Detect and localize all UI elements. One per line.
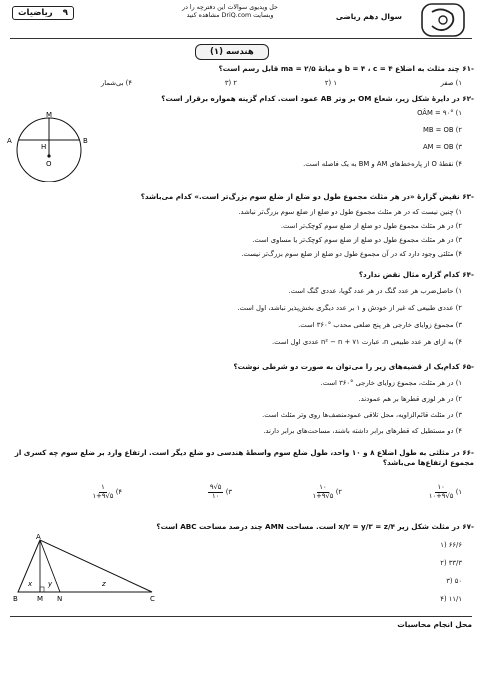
option-2[interactable]: ۲) در هر لوزی قطرها بر هم عمودند.	[358, 395, 462, 403]
notice-line-1: حل ویدیوی سوالات این دفترچه را در	[182, 4, 278, 11]
q66-options	[40, 484, 462, 514]
label-a: A	[7, 137, 12, 145]
video-notice	[150, 4, 310, 20]
fraction-numerator: ۱۰	[437, 483, 445, 491]
question-64	[4, 270, 474, 280]
triangle-diagram	[10, 532, 160, 604]
option-4[interactable]: ۱۱/۱ (۴	[440, 595, 462, 603]
notice-line-2: وبسایت DriQ.com مشاهده کنید	[186, 12, 274, 19]
subject-label: ریاضیات	[18, 8, 53, 18]
q63-options	[22, 207, 462, 263]
option-3[interactable]	[208, 484, 232, 500]
question-text: در مثلث شکل زیر x/۲ = y/۳ = z/۴ است. مساحت AMN چند درصد مساحت ABC است؟	[156, 522, 460, 531]
question-63	[4, 192, 474, 202]
option-1[interactable]: ۱) صفر	[440, 79, 462, 87]
option-label: (۲	[335, 488, 342, 496]
question-67	[4, 522, 474, 532]
label-b: B	[13, 595, 18, 603]
option-4[interactable]: ۴) دو مستطیل که قطرهای برابر داشته باشند، مساحت‌های برابر دارند.	[263, 427, 462, 435]
triangle-figure	[10, 532, 160, 604]
page-header-box	[12, 6, 74, 20]
question-number: -۶۳	[462, 192, 474, 201]
option-3[interactable]: ۳) مجموع زوایای خارجی هر پنج ضلعی محدب °۳۶۰ است.	[298, 321, 462, 329]
fraction-numerator: ۱	[101, 483, 105, 491]
q65-options	[22, 378, 462, 440]
fraction-denominator: ۱+۹√۵	[92, 491, 114, 500]
header-divider	[10, 38, 472, 39]
label-a: A	[36, 533, 41, 541]
booklet-title: سوال دهم ریاضی	[335, 12, 402, 21]
section-title: هندسه (۱)	[195, 44, 269, 60]
question-text: چند مثلث به اضلاع b = ۴ ، c = ۴ و میانهٔ ma = ۲/۵ قابل رسم است؟	[218, 64, 460, 73]
question-61	[4, 64, 474, 74]
fraction-denominator: ۱+۹√۵	[312, 491, 334, 500]
option-label: (۴	[115, 488, 122, 496]
option-2[interactable]: ۱ (۲	[324, 79, 337, 87]
question-number: -۶۴	[462, 270, 474, 279]
q62-options	[132, 108, 462, 173]
question-66	[4, 448, 474, 468]
q64-options	[22, 286, 462, 351]
label-h: H	[41, 143, 47, 151]
option-2[interactable]: ۲) در هر مثلث مجموع طول دو ضلع از ضلع سوم کوچک‌تر است.	[280, 222, 462, 230]
circle-diagram	[4, 110, 94, 182]
option-4[interactable]: ۴) بی‌شمار	[100, 79, 132, 87]
option-3[interactable]: ۵۰ (۳	[446, 577, 462, 585]
option-4[interactable]: ۴) به ازای هر عدد طبیعی n، عبارت n² − n + ۷۱ عددی اول است.	[272, 338, 462, 346]
option-4[interactable]: ۴) مثلثی وجود دارد که در آن مجموع طول دو ضلع از ضلع سوم بزرگ‌تر نیست.	[241, 250, 462, 258]
option-2[interactable]: MB = OB (۲	[422, 126, 462, 134]
label-c: C	[150, 595, 155, 603]
scratch-area-label: محل انجام محاسبات	[397, 620, 472, 629]
circle-figure	[4, 110, 94, 182]
option-label: (۱	[455, 488, 462, 496]
logo-icon	[420, 2, 466, 38]
label-m: M	[37, 595, 44, 603]
question-62	[4, 94, 474, 104]
question-number: -۶۷	[462, 522, 474, 531]
option-3[interactable]: AM = OB (۳	[422, 143, 462, 151]
option-1[interactable]: ۱) در هر مثلث، مجموع زوایای خارجی °۳۶۰ است.	[320, 379, 462, 387]
page-number: ۹	[62, 8, 68, 18]
q61-options	[22, 78, 462, 89]
label-m: M	[46, 111, 53, 119]
label-b: B	[83, 137, 88, 145]
option-3[interactable]: ۳) در مثلث قائم‌الزاویه، محل تلاقی عمودمنصف‌ها روی وتر مثلث است.	[262, 411, 462, 419]
label-n: N	[57, 595, 63, 603]
question-number: -۶۵	[462, 362, 474, 371]
option-3[interactable]: ۳) در هر مثلث مجموع طول دو ضلع از ضلع سوم کوچک‌تر یا مساوی است.	[252, 236, 462, 244]
option-3[interactable]: ۲ (۳	[224, 79, 237, 87]
option-1[interactable]	[429, 484, 462, 500]
fraction-numerator: ۱۰	[319, 483, 327, 491]
label-z: z	[102, 580, 106, 588]
option-label: (۳	[225, 488, 232, 496]
fraction-denominator: ۱۰	[211, 491, 220, 500]
option-2[interactable]: ۳۳/۳ (۲	[440, 559, 462, 567]
question-text: کدام گزاره مثال نقض ندارد؟	[358, 270, 460, 279]
question-text: در دایرهٔ شکل زیر، شعاع OM بر وتر AB عمود است. کدام گزینه همواره برقرار است؟	[161, 94, 460, 103]
option-4[interactable]	[92, 484, 122, 500]
option-1[interactable]: ۶۶/۶ (۱	[440, 541, 462, 549]
question-65	[4, 362, 474, 372]
option-1[interactable]: OÂM = ۹۰° (۱	[417, 109, 462, 117]
question-number: -۶۶	[462, 448, 474, 457]
option-4[interactable]: ۴) نقطهٔ O از پاره‌خط‌های AM و BM به یک فاصله است.	[303, 160, 462, 168]
label-y: y	[48, 580, 53, 588]
question-text: در مثلثی به طول اضلاع ۸ و ۱۰ واحد، طول ضلع سوم واسطهٔ هندسی دو ضلع دیگر است. ارتفاع وارد بر ضلع سوم چه کسری از مجموع ارتفاع‌ها می‌باشد؟	[14, 448, 474, 467]
question-text: کدام‌یک از قضیه‌های زیر را می‌توان به صورت دو شرطی نوشت؟	[233, 362, 460, 371]
site-logo	[420, 2, 466, 38]
label-o: O	[46, 160, 52, 168]
question-text: نقیض گزارهٔ «در هر مثلث مجموع طول دو ضلع از ضلع سوم بزرگ‌تر است.» کدام می‌باشد؟	[140, 192, 460, 201]
option-2[interactable]	[312, 484, 342, 500]
question-number: -۶۲	[462, 94, 474, 103]
fraction-numerator: ۹√۵	[209, 483, 222, 491]
question-number: -۶۱	[462, 64, 474, 73]
option-1[interactable]: ۱) حاصل‌ضرب هر عدد گنگ در هر عدد گویا، عددی گنگ است.	[288, 287, 462, 295]
fraction-denominator: ۱۰+۹√۵	[428, 491, 454, 500]
option-2[interactable]: ۲) عددی طبیعی که غیر از خودش و ۱ بر عدد دیگری بخش‌پذیر نباشد، اول است.	[237, 304, 462, 312]
label-x: x	[28, 580, 33, 588]
footer-divider	[10, 616, 472, 617]
option-1[interactable]: ۱) چنین نیست که در هر مثلث مجموع طول دو ضلع از ضلع سوم بزرگ‌تر نباشد.	[238, 208, 462, 216]
q67-options	[342, 540, 462, 608]
